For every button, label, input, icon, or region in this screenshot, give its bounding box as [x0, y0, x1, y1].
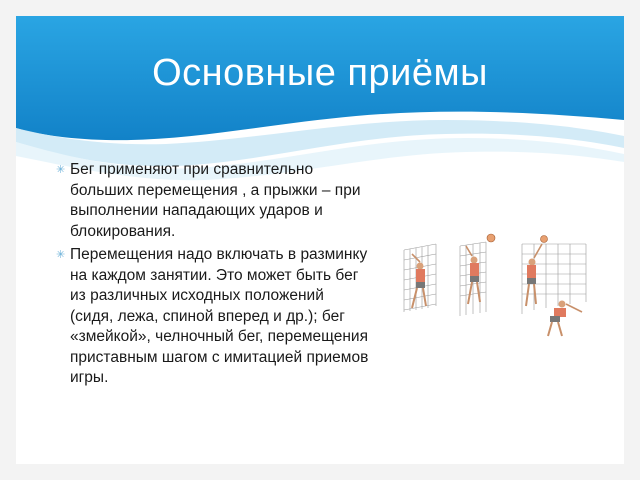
bullet-item: [56, 160, 370, 242]
bullet-text: Бег применяют при сравнительно больших перемещения , а прыжки – при выполнении нападающих ударов и блокирования.: [70, 161, 361, 240]
bullet-item: [56, 245, 370, 389]
bullet-icon: ✳: [56, 249, 66, 261]
bullet-icon: ✳: [56, 164, 66, 176]
bullet-list: [56, 160, 370, 392]
slide-title: Основные приёмы: [152, 52, 488, 94]
bullet-text: Перемещения надо включать в разминку на каждом занятии. Это может быть бег из различных исходных положений (сидя, лежа, спиной вперед и др.); бег «змейкой», челночный бег, перемещения приставным шагом с имитацией приемов игры.: [70, 246, 369, 386]
volleyball-players-image: [386, 216, 616, 348]
slide: [16, 16, 624, 464]
